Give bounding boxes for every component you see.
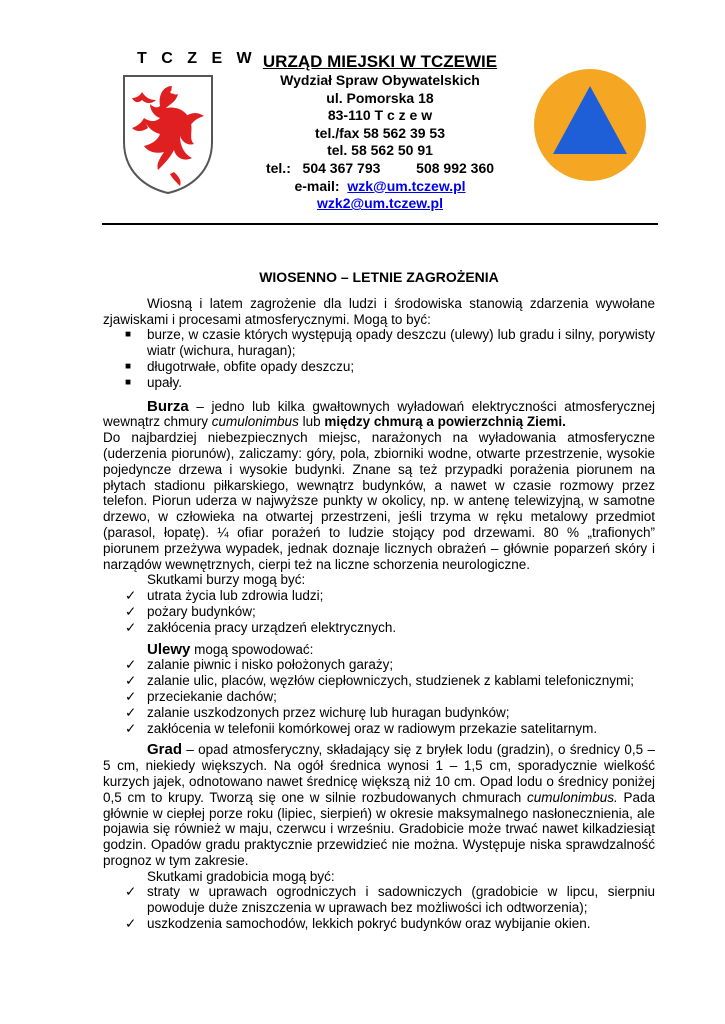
list-item: ✓ zalanie ulic, placów, węzłów ciepłowniczych, studzienek z kablami telefonicznymi; <box>125 673 634 689</box>
hail-term: Grad <box>147 741 183 759</box>
list-item: ✓ utrata życia lub zdrowia ludzi; <box>125 588 324 604</box>
hail-effects-lead: Skutkami gradobicia mogą być: <box>147 868 335 884</box>
list-item: ✓ zakłócenia w telefonii komórkowej oraz w radiowym przekazie satelitarnym. <box>125 720 598 736</box>
header-divider <box>102 223 658 225</box>
email-link-2[interactable]: wzk2@um.tczew.pl <box>317 195 443 212</box>
department-name: Wydział Spraw Obywatelskich <box>280 72 480 88</box>
storm-definition: Burza – jedno lub kilka gwałtownych wyładowań elektryczności atmosferycznej wewnątrz chmury cumulonimbus lub między chmurą a powierzchnią Ziemi. <box>103 397 655 430</box>
hail-definition: Grad – opad atmosferyczny, składający się z bryłek lodu (gradzin), o średnicy 0,5 – 5 cm, niekiedy większych. Na ogół średnica wynosi 1 – 1,5 cm, sporadycznie wielkość kurzych jajek, odnotowano nawet średnicę większą niż 10 cm. Opad lodu o średnicy poniżej 0,5 cm to krupy. Tworzą się one w silnie rozbudowanych chmurach cumulonimbus. Pada głównie w ciepłej porze roku (lipiec, sierpień) w okresie maksymalnego nasłonecznienia, ale pojawia się również w maju, czerwcu i wrześniu. Gradobicie może trwać nawet kilkadziesiąt godzin. Opadów gradu praktycznie przewidzieć nie można. Występuje niska sprawdzalność prognoz w tym zakresie. <box>103 741 656 868</box>
email-link-1[interactable]: wzk@um.tczew.pl <box>347 177 466 194</box>
list-item: ✓ zalanie piwnic i nisko położonych garaży; <box>125 657 394 673</box>
checkmark-icon: ✓ <box>125 688 137 704</box>
list-item: ✓ zalanie uszkodzonych przez wichurę lub huragan budynków; <box>125 704 510 720</box>
tel-number: tel. 58 562 50 91 <box>327 142 433 159</box>
section-title: WIOSENNO – LETNIE ZAGROŻENIA <box>259 269 499 285</box>
mobile-number-1: 504 367 793 <box>302 159 381 176</box>
intro-paragraph: Wiosną i latem zagrożenie dla ludzi i środowiska stanowią zdarzenia wywołane zjawiskami i procesami atmosferycznymi. Mogą to być: <box>103 295 655 327</box>
checkmark-icon: ✓ <box>125 720 137 736</box>
storm-term: Burza <box>147 397 189 415</box>
checkmark-icon: ✓ <box>125 916 137 932</box>
list-item: ✓ pożary budynków; <box>125 603 256 619</box>
checkmark-icon: ✓ <box>125 657 137 673</box>
storm-effects-list <box>103 588 655 635</box>
downpour-effects-list <box>103 657 655 736</box>
civil-defence-triangle-icon <box>533 68 647 182</box>
downpour-term: Ulewy <box>147 640 191 658</box>
list-item: ■ upały. <box>125 374 183 390</box>
square-bullet-icon: ■ <box>125 360 132 372</box>
checkmark-icon: ✓ <box>125 673 137 689</box>
letterhead <box>0 0 725 230</box>
storm-paragraph: Do najbardziej niebezpiecznych miejsc, narażonych na wyładowania atmosferyczne (uderzenia piorunów), zaliczamy: góry, pola, zbiorniki wodne, otwarte przestrzenie, wysokie pojedyncze drzewa i wysokie budynki. Znane są też przypadki porażenia piorunem na płytach stadionu piłkarskiego, wewnątrz budynków, a nawet w czasie rozmowy przez telefon. Piorun uderza w najwyższe punkty w okolicy, np. w antenę telewizyjną, w samotne drzewo, w człowieka na otwartej przestrzeni, jeśli trzyma w ręku metalowy przedmiot (parasol, łopatę). ¼ ofiar porażeń to ludzie stojący pod drzewami. 80 % „trafionych” piorunem przeżywa wypadek, jednak doznaje licznych obrażeń – głównie poparzeń skóry i narządów wewnętrznych, cierpi też na liczne schorzenia neurologiczne. <box>103 430 655 572</box>
postal-code: 83-110 T c z e w <box>327 107 433 124</box>
checkmark-icon: ✓ <box>125 884 137 900</box>
mobile-prefix: tel.: <box>265 159 291 176</box>
email-line <box>255 178 505 196</box>
square-bullet-icon: ■ <box>125 329 132 341</box>
hail-effects-list <box>103 884 655 931</box>
street-address: ul. Pomorska 18 <box>326 89 434 106</box>
intro-list <box>103 327 655 390</box>
city-name: T C Z E W <box>137 50 257 67</box>
checkmark-icon: ✓ <box>125 619 137 635</box>
downpour-lead: Ulewy mogą spowodować: <box>147 640 314 658</box>
mobile-phones <box>235 160 525 178</box>
mobile-number-2: 508 992 360 <box>416 159 495 176</box>
list-item: ✓ uszkodzenia samochodów, lekkich pokryć budynków oraz wybijanie okien. <box>125 916 591 932</box>
list-item: ✓ przeciekanie dachów; <box>125 688 277 704</box>
checkmark-icon: ✓ <box>125 603 137 619</box>
list-item: ✓ zakłócenia pracy urządzeń elektrycznych. <box>125 619 397 635</box>
document-body <box>103 270 655 932</box>
email-line-2 <box>255 195 505 213</box>
office-details <box>255 52 505 213</box>
email-label: e-mail: <box>294 177 340 194</box>
storm-effects-lead: Skutkami burzy mogą być: <box>147 572 306 588</box>
office-title: URZĄD MIEJSKI W TCZEWIE <box>262 52 498 71</box>
list-item: ■ długotrwałe, obfite opady deszczu; <box>125 358 355 374</box>
list-item: ✓ straty w uprawach ogrodniczych i sadowniczych (gradobicie w lipcu, sierpniu powoduje duże zniszczenia w uprawach bez możliwości ich odtworzenia); <box>125 884 655 916</box>
tel-fax: tel./fax 58 562 39 53 <box>315 124 445 141</box>
checkmark-icon: ✓ <box>125 588 137 604</box>
list-item: ■ burze, w czasie których występują opady deszczu (ulewy) lub gradu i silny, porywisty wiatr (wichura, huragan); <box>125 327 655 359</box>
griffin-crest-icon <box>120 72 216 196</box>
square-bullet-icon: ■ <box>125 376 132 388</box>
checkmark-icon: ✓ <box>125 704 137 720</box>
